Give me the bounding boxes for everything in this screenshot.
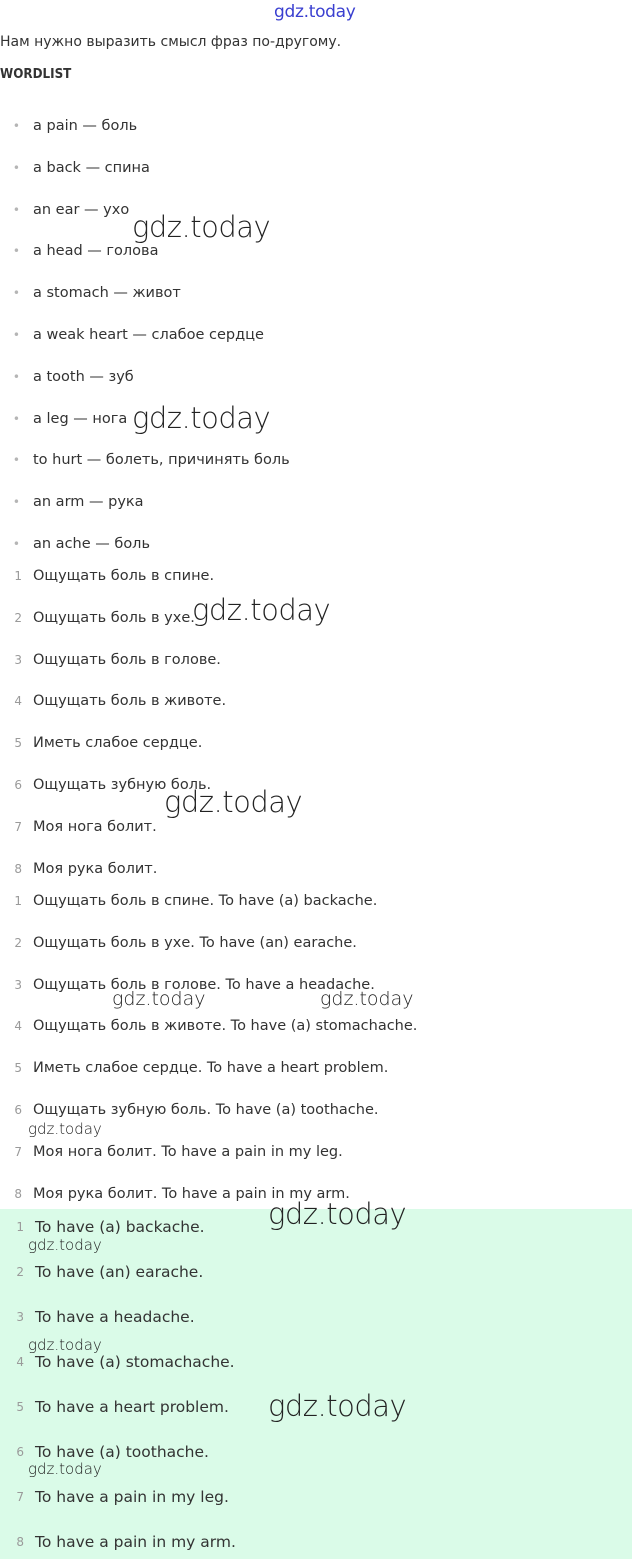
task-text: Иметь слабое сердце. [33,735,203,751]
wordlist-item [0,490,632,514]
bullet-icon: • [12,286,20,300]
item-number: 6 [16,1445,24,1459]
task-text: Ощущать зубную боль. [33,777,212,793]
watermark: gdz.today [132,401,271,435]
item-number: 1 [14,894,22,908]
watermark: gdz.today [268,1389,407,1423]
task-text: Ощущать боль в ухе. [33,610,195,626]
answer-text: To have a pain in my arm. [35,1533,236,1551]
wordlist-item-text: to hurt — болеть, причинять боль [33,452,290,468]
task-item [0,564,632,588]
watermark: gdz.today [192,593,331,627]
combined-item [0,1056,632,1080]
watermark: gdz.today [112,988,206,1010]
combined-text: Моя рука болит. To have a pain in my arm. [33,1186,350,1202]
watermark: gdz.today [28,1236,102,1254]
item-number: 4 [16,1355,24,1369]
wordlist-item [0,407,632,431]
wordlist-item-text: a leg — нога [33,411,128,427]
item-number: 7 [14,1145,22,1159]
answer-text: To have a headache. [35,1308,195,1326]
combined-item [0,973,632,997]
wordlist-item [0,365,632,389]
wordlist-item-text: a back — спина [33,160,150,176]
bullet-icon: • [12,370,20,384]
answer-item [0,1260,632,1284]
task-item [0,689,632,713]
watermark: gdz.today [132,210,271,244]
watermark: gdz.today [28,1460,102,1478]
task-text: Моя рука болит. [33,861,158,877]
combined-item [0,931,632,955]
item-number: 2 [14,611,22,625]
item-number: 3 [16,1310,24,1324]
bullet-icon: • [12,453,20,467]
combined-text: Ощущать боль в спине. To have (a) backache. [33,893,378,909]
wordlist-item-text: an arm — рука [33,494,144,510]
task-text: Ощущать боль в голове. [33,652,221,668]
wordlist-item [0,198,632,222]
bullet-icon: • [12,537,20,551]
combined-item [0,1098,632,1122]
wordlist-item-text: a stomach — живот [33,285,181,301]
wordlist-item-text: an ache — боль [33,536,150,552]
combined-text: Ощущать зубную боль. To have (a) toothache. [33,1102,379,1118]
combined-text: Моя нога болит. To have a pain in my leg. [33,1144,343,1160]
combined-text: Ощущать боль в голове. To have a headache. [33,977,375,993]
intro-text: Нам нужно выразить смысл фраз по-другому. [0,34,342,50]
bullet-icon: • [12,244,20,258]
item-number: 5 [16,1400,24,1414]
answer-text: To have a pain in my leg. [35,1488,229,1506]
item-number: 2 [14,936,22,950]
answer-item [0,1485,632,1509]
wordlist-item [0,281,632,305]
answer-text: To have (an) earache. [35,1263,204,1281]
combined-item [0,889,632,913]
item-number: 3 [14,978,22,992]
item-number: 8 [14,862,22,876]
answer-item [0,1305,632,1329]
wordlist-item [0,448,632,472]
task-item [0,857,632,881]
task-item [0,648,632,672]
watermark: gdz.today [28,1336,102,1354]
combined-item [0,1140,632,1164]
item-number: 7 [14,820,22,834]
task-text: Ощущать боль в спине. [33,568,215,584]
item-number: 8 [14,1187,22,1201]
watermark: gdz.today [28,1120,102,1138]
combined-text: Ощущать боль в животе. To have (a) stomachache. [33,1018,418,1034]
wordlist-item-text: a head — голова [33,243,159,259]
answer-text: To have (a) stomachache. [35,1353,235,1371]
bullet-icon: • [12,203,20,217]
bullet-icon: • [12,328,20,342]
item-number: 3 [14,653,22,667]
item-number: 6 [14,1103,22,1117]
item-number: 7 [16,1490,24,1504]
wordlist-item [0,114,632,138]
task-item [0,731,632,755]
item-number: 4 [14,1019,22,1033]
item-number: 4 [14,694,22,708]
site-logo[interactable]: gdz.today [274,2,356,22]
wordlist-item [0,323,632,347]
item-number: 8 [16,1535,24,1549]
wordlist-item-text: a tooth — зуб [33,369,134,385]
wordlist-item [0,532,632,556]
task-item [0,773,632,797]
bullet-icon: • [12,161,20,175]
item-number: 1 [14,569,22,583]
wordlist-item-text: an ear — ухо [33,202,130,218]
combined-text: Иметь слабое сердце. To have a heart problem. [33,1060,389,1076]
answer-text: To have (a) backache. [35,1218,205,1236]
bullet-icon: • [12,495,20,509]
answer-item [0,1530,632,1554]
wordlist-item-text: a pain — боль [33,118,138,134]
combined-item [0,1014,632,1038]
wordlist-item [0,239,632,263]
item-number: 6 [14,778,22,792]
bullet-icon: • [12,412,20,426]
wordlist-title: WORDLIST [0,67,72,82]
item-number: 5 [14,1061,22,1075]
item-number: 5 [14,736,22,750]
answer-text: To have (a) toothache. [35,1443,209,1461]
wordlist-item-text: a weak heart — слабое сердце [33,327,264,343]
task-text: Ощущать боль в животе. [33,693,227,709]
task-text: Моя нога болит. [33,819,157,835]
bullet-icon: • [12,119,20,133]
wordlist-item [0,156,632,180]
watermark: gdz.today [268,1197,407,1231]
item-number: 1 [16,1220,24,1234]
combined-text: Ощущать боль в ухе. To have (an) earache. [33,935,357,951]
watermark: gdz.today [320,988,414,1010]
item-number: 2 [16,1265,24,1279]
watermark: gdz.today [164,785,303,819]
answer-text: To have a heart problem. [35,1398,229,1416]
task-item [0,815,632,839]
